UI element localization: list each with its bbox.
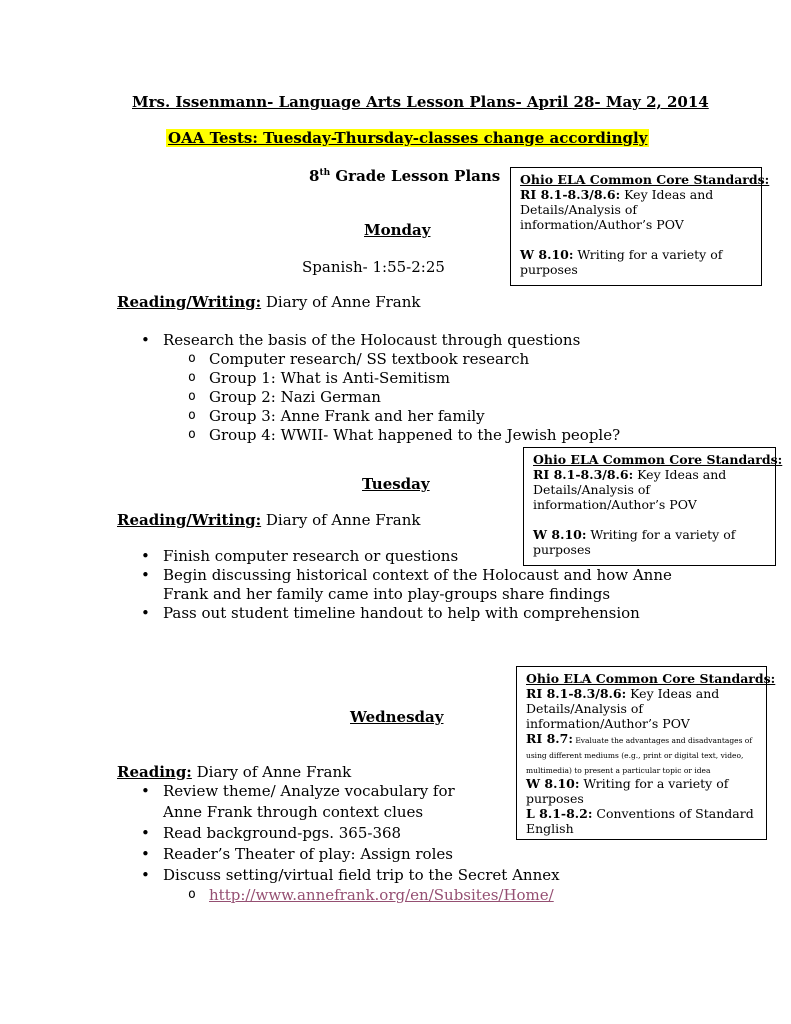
list-item: • Discuss setting/virtual field trip to the Secret Annex [117,865,560,886]
tuesday-section [117,511,421,529]
list-item: • Read background-pgs. 365-368 [117,823,560,844]
list-item: • Review theme/ Analyze vocabulary for [117,782,560,801]
standard-ri-code: RI 8.1-8.3/8.6: [520,187,621,202]
monday-section-label: Reading/Writing: [117,293,262,311]
grade-number: 8 [309,167,320,185]
monday-list [117,331,620,445]
standard-ri-text: Key Ideas and Details/Analysis of information/Author’s POV [533,467,727,512]
standard-l-code: L 8.1-8.2: [526,806,593,821]
list-item-continuation: Anne Frank through context clues [163,803,424,821]
spanish-schedule: Spanish- 1:55-2:25 [302,258,445,276]
standards-heading: Ohio ELA Common Core Standards: [533,452,783,467]
list-item: • Reader’s Theater of play: Assign roles [117,844,560,865]
standard-ri7-text: Evaluate the advantages and disadvantages of using different mediums (e.g., print or digital text, video, multimedia) to present a particular topic or idea [526,736,753,775]
standard-ri7-line [526,731,758,776]
standard-l-text: Conventions of Standard English [526,806,754,836]
anne-frank-link[interactable]: http://www.annefrank.org/en/Subsites/Home/ [209,886,554,904]
wednesday-section-text: Diary of Anne Frank [191,763,352,781]
monday-section [117,293,421,311]
monday-heading: Monday [364,221,431,239]
standard-w-text: Writing for a variety of purposes [533,527,736,557]
standard-ri-line [526,686,758,731]
link-item [117,886,560,905]
standards-heading: Ohio ELA Common Core Standards: [520,172,770,187]
standards-heading: Ohio ELA Common Core Standards: [526,671,776,686]
standard-ri-code: RI 8.1-8.3/8.6: [526,686,627,701]
tuesday-list [117,547,672,623]
list-item: o Group 1: What is Anti-Semitism [117,369,620,388]
standard-w-code: W 8.10: [520,247,574,262]
tuesday-heading: Tuesday [362,475,430,493]
standard-l-line [526,806,758,836]
standard-w-code: W 8.10: [526,776,580,791]
standard-ri-code: RI 8.1-8.3/8.6: [533,467,634,482]
grade-heading [309,167,500,185]
oaa-test-banner: OAA Tests: Tuesday-Thursday-classes change accordingly [168,129,648,147]
grade-heading-text: Grade Lesson Plans [330,167,501,185]
list-item-continuation: Frank and her family came into play-groups share findings [163,585,611,603]
standard-ri-line [533,467,767,512]
standard-ri-text: Key Ideas and Details/Analysis of information/Author’s POV [520,187,714,232]
wednesday-section-label: Reading: [117,763,192,781]
standard-ri-line [520,187,753,232]
tuesday-section-label: Reading/Writing: [117,511,262,529]
list-item: • Begin discussing historical context of the Holocaust and how Anne [117,566,672,585]
list-item: o Computer research/ SS textbook research [117,350,620,369]
standard-ri-text: Key Ideas and Details/Analysis of information/Author’s POV [526,686,720,731]
wednesday-section [117,763,351,781]
list-item: o Group 3: Anne Frank and her family [117,407,620,426]
standard-w-line [520,247,753,277]
tuesday-section-text: Diary of Anne Frank [261,511,421,529]
list-item: • Pass out student timeline handout to help with comprehension [117,604,672,623]
list-item: o Group 2: Nazi German [117,388,620,407]
standard-w-code: W 8.10: [533,527,587,542]
standard-w-line [526,776,758,806]
grade-suffix: th [319,168,331,178]
wednesday-heading: Wednesday [350,708,444,726]
standard-w-text: Writing for a variety of purposes [526,776,729,806]
standard-ri7-code: RI 8.7: [526,731,573,746]
list-item: • Research the basis of the Holocaust through questions [117,331,620,350]
standard-w-text: Writing for a variety of purposes [520,247,723,277]
standards-box-monday [510,167,770,286]
list-item: o Group 4: WWII- What happened to the Jewish people? [117,426,620,445]
document-title: Mrs. Issenmann- Language Arts Lesson Plans- April 28- May 2, 2014 [132,93,709,111]
list-item: • Finish computer research or questions [117,547,672,566]
monday-section-text: Diary of Anne Frank [261,293,421,311]
wednesday-list [117,782,560,905]
